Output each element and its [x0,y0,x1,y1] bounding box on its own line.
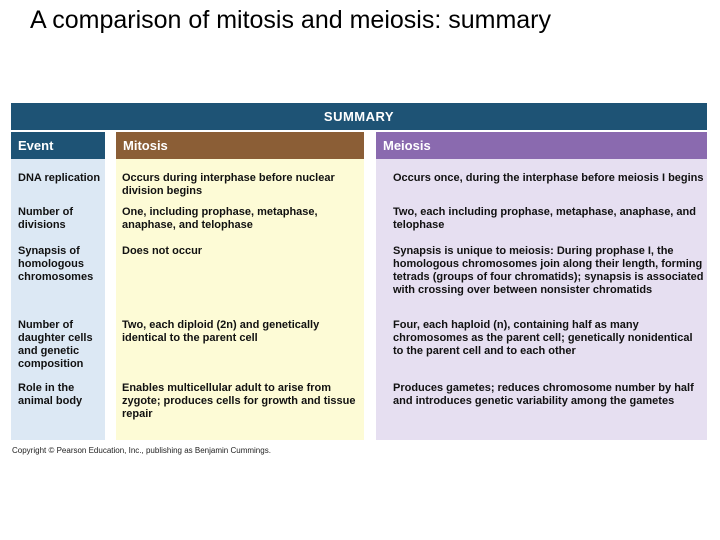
event-synapsis: Synapsis of homologous chromosomes [18,245,94,283]
slide-title: A comparison of mitosis and meiosis: summary [30,6,552,34]
header-mitosis: Mitosis [116,132,364,159]
summary-banner: SUMMARY [11,103,707,130]
mitosis-synapsis: Does not occur [122,245,203,257]
event-daughter-cells: Number of daughter cells and genetic composition [18,319,93,370]
header-meiosis: Meiosis [376,132,707,159]
event-role-in-body: Role in the animal body [18,382,83,407]
mitosis-role-in-body: Enables multicellular adult to arise from zygote; produces cells for growth and tissue repair [122,382,356,420]
event-number-of-divisions: Number of divisions [18,206,73,231]
meiosis-synapsis: Synapsis is unique to meiosis: During prophase I, the homologous chromosomes join along their length, forming tetrads (groups of four chromatids); synapsis is associated with crossing over between nonsister chromatids [393,245,704,296]
meiosis-dna-replication: Occurs once, during the interphase before meiosis I begins [393,172,704,184]
header-event: Event [11,132,105,159]
mitosis-dna-replication: Occurs during interphase before nuclear division begins [122,172,335,197]
meiosis-role-in-body: Produces gametes; reduces chromosome number by half and introduces genetic variability among the gametes [393,382,694,407]
meiosis-number-of-divisions: Two, each including prophase, metaphase, anaphase, and telophase [393,206,696,231]
copyright-notice: Copyright © Pearson Education, Inc., publishing as Benjamin Cummings. [12,446,271,455]
event-dna-replication: DNA replication [18,172,101,184]
mitosis-number-of-divisions: One, including prophase, metaphase, anaphase, and telophase [122,206,318,231]
meiosis-daughter-cells: Four, each haploid (n), containing half as many chromosomes as the parent cell; genetically nonidentical to the parent cell and to each other [393,319,693,357]
mitosis-daughter-cells: Two, each diploid (2n) and genetically identical to the parent cell [122,319,320,344]
